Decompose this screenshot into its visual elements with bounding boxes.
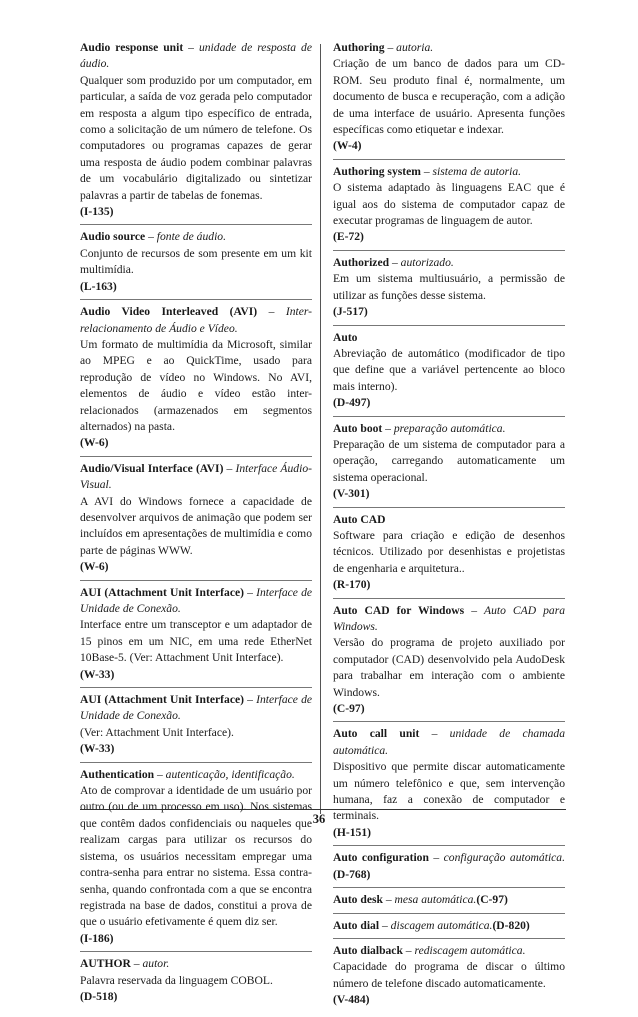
entry-translation: Interface de Unidade de Conexão. <box>80 693 313 723</box>
glossary-entry <box>80 767 312 952</box>
entry-separator: – <box>464 603 484 617</box>
entry-term: Auto dial <box>333 918 380 932</box>
entry-separator: – <box>384 41 397 54</box>
glossary-entry <box>333 892 565 913</box>
entry-separator: – <box>154 767 166 781</box>
glossary-entry <box>333 603 565 723</box>
entry-term: Auto CAD <box>333 512 386 526</box>
entry-term: AUTHOR <box>80 957 131 971</box>
entry-translation: Auto CAD para Windows. <box>333 603 565 633</box>
entry-translation: discagem automática. <box>390 918 493 932</box>
entry-translation: mesa automática. <box>394 893 477 907</box>
entry-reference-code: (W-33) <box>80 667 115 681</box>
column-divider <box>320 44 321 814</box>
glossary-entry <box>333 40 565 160</box>
entry-translation: Inter-relacionamento de Áudio e Vídeo. <box>80 305 313 335</box>
entry-reference-code: (D-518) <box>80 989 118 1003</box>
entry-definition: Palavra reservada da linguagem COBOL. <box>80 973 273 987</box>
entry-term: Audio Video Interleaved (AVI) <box>80 305 258 319</box>
entry-reference-code: (W-6) <box>80 436 109 450</box>
entry-reference-code: (C-97) <box>333 702 365 716</box>
entry-definition: Dispositivo que permite discar automaticamente um número telefônico e que, sem intervenção humana, faz a conexão de computador e terminais. <box>333 760 565 823</box>
entry-term: Auto <box>333 330 358 344</box>
entry-separator: – <box>183 41 199 54</box>
entry-translation: autoria. <box>396 41 434 54</box>
entry-separator: – <box>389 255 401 269</box>
glossary-entry <box>80 461 312 581</box>
glossary-entry <box>333 164 565 251</box>
glossary-entry <box>80 304 312 457</box>
entry-term: Audio source <box>80 230 146 244</box>
glossary-entry <box>333 850 565 888</box>
glossary-entry <box>333 943 565 1013</box>
entry-translation: autenticação, identificação. <box>165 767 295 781</box>
entry-reference-code: (D-768) <box>333 867 371 881</box>
entry-definition: Qualquer som produzido por um computador, em particular, a saída de voz gerada pelo computador em resposta a algum tipo específico de entrada, como a solicitação de um número de telefone. Os computadores ou programas capazes de gerar uma resposta de áudio podem combinar palavras de um vocabulário digitalizado ou sintetizar palavras a partir de tabelas de fonemas. <box>80 73 312 202</box>
entry-translation: Interface de Unidade de Conexão. <box>80 585 313 615</box>
entry-translation: sistema de autoria. <box>432 164 522 178</box>
entry-separator: – <box>243 693 257 707</box>
glossary-entry <box>333 255 565 326</box>
entry-translation: unidade de resposta de áudio. <box>80 41 313 71</box>
entry-reference-code: (C-97) <box>476 893 508 907</box>
glossary-entry <box>333 726 565 846</box>
entry-definition: O sistema adaptado às linguagens EAC que é igual aos do sistema de computador capaz de executar programas de linguagem de autor. <box>333 181 565 228</box>
entry-translation: autor. <box>142 957 170 971</box>
entry-reference-code: (H-151) <box>333 825 371 839</box>
entry-separator: – <box>428 851 444 865</box>
entry-definition: Versão do programa de projeto auxiliado por computador (CAD) desenvolvido pela AudoDesk para trabalhar em interação com o ambiente Windows. <box>333 636 565 699</box>
entry-reference-code: (D-497) <box>333 396 371 410</box>
entry-translation: unidade de chamada automática. <box>333 727 565 757</box>
glossary-entry <box>333 330 565 417</box>
entry-term: Auto boot <box>333 421 383 435</box>
entry-reference-code: (R-170) <box>333 578 371 592</box>
entry-reference-code: (D-820) <box>492 918 530 932</box>
entry-separator: – <box>402 943 415 957</box>
entry-separator: – <box>379 918 391 932</box>
entry-separator: – <box>243 585 257 599</box>
left-column <box>80 40 312 1013</box>
entry-translation: configuração automática. <box>443 851 566 865</box>
entry-term: Audio response unit <box>80 41 184 54</box>
entry-term: Auto desk <box>333 893 383 907</box>
glossary-entry <box>333 512 565 599</box>
entry-translation: autorizado. <box>400 255 454 269</box>
entry-term: Authoring system <box>333 164 421 178</box>
glossary-entry <box>80 585 312 688</box>
entry-definition: Software para criação e edição de desenhos técnicos. Utilizado por desenhistas e projetistas de engenharia e arquitetura.. <box>333 528 565 575</box>
entry-definition: Ato de comprovar a identidade de um usuário por outro (ou de um processo em uso). Nos sistemas que contêm dados confidenciais ou naqueles que realizam cargas para utilizar os recursos do sistema, os usuários necessitam empregar uma contra-senha para entrar no sistema. Essa contra-senha, quando confrontada com a que se encontra registrada na base de dados, constitui a prova de que o usuário efetivamente é quem diz ser. <box>80 784 312 929</box>
entry-reference-code: (W-33) <box>80 742 115 756</box>
entry-term: Audio/Visual Interface (AVI) <box>80 461 224 475</box>
entry-reference-code: (W-4) <box>333 139 362 153</box>
entry-term: Auto CAD for Windows <box>333 603 465 617</box>
entry-translation: fonte de áudio. <box>156 230 226 244</box>
glossary-entry <box>80 956 312 1009</box>
glossary-entry <box>80 692 312 763</box>
entry-term: Auto call unit <box>333 727 420 741</box>
entry-reference-code: (L-163) <box>80 279 117 293</box>
entry-definition: Criação de um banco de dados para um CD-ROM. Seu produto final é, normalmente, um documento de busca e recuperação, com a adição de uma interface de usuário. Apresenta funções específicas como etiquetar e indexar. <box>333 57 565 137</box>
entry-term: Authoring <box>333 41 385 54</box>
entry-separator: – <box>130 957 143 971</box>
entry-separator: – <box>420 164 433 178</box>
entry-separator: – <box>382 893 395 907</box>
entry-definition: Preparação de um sistema de computador para a operação, carregando automaticamente um sistema operacional. <box>333 437 565 484</box>
entry-separator: – <box>382 421 394 435</box>
glossary-entry <box>80 40 312 225</box>
glossary-entry <box>80 229 312 300</box>
entry-definition: (Ver: Attachment Unit Interface). <box>80 725 234 739</box>
entry-term: Auto configuration <box>333 851 429 865</box>
entry-separator: – <box>257 305 286 319</box>
glossary-entry <box>333 918 565 939</box>
entry-definition: Capacidade do programa de discar o último número de telefone discado automaticamente. <box>333 960 565 990</box>
entry-translation: Interface Áudio-Visual. <box>80 461 312 492</box>
entry-translation: preparação automática. <box>393 421 506 435</box>
entry-definition: Conjunto de recursos de som presente em um kit multimídia. <box>80 246 312 277</box>
entry-reference-code: (V-484) <box>333 993 370 1007</box>
entry-reference-code: (I-186) <box>80 931 114 945</box>
entry-term: Authentication <box>80 767 155 781</box>
entry-separator: – <box>145 230 157 244</box>
entry-reference-code: (V-301) <box>333 487 370 501</box>
entry-definition: A AVI do Windows fornece a capacidade de desenvolver arquivos de animação que podem ser incluídos em apresentações de multimídia e como parte de páginas WWW. <box>80 494 312 557</box>
entry-translation: rediscagem automática. <box>414 943 526 957</box>
entry-term: AUI (Attachment Unit Interface) <box>80 585 244 599</box>
entry-reference-code: (J-517) <box>333 305 368 319</box>
page-number: 36 <box>312 812 326 826</box>
entry-reference-code: (I-135) <box>80 205 114 219</box>
entry-term: Authorized <box>333 255 390 269</box>
entry-definition: Em um sistema multiusuário, a permissão de utilizar as funções desse sistema. <box>333 272 565 302</box>
entry-term: AUI (Attachment Unit Interface) <box>80 693 244 707</box>
footer-rule <box>80 809 566 810</box>
entry-separator: – <box>419 727 450 741</box>
entry-definition: Abreviação de automático (modificador de tipo que define que a variável pertencente ao bloco mais interno). <box>333 346 565 393</box>
entry-reference-code: (W-6) <box>80 560 109 574</box>
entry-reference-code: (E-72) <box>333 230 364 244</box>
glossary-entry <box>333 421 565 508</box>
entry-definition: Interface entre um transceptor e um adaptador de 15 pinos em um NIC, em uma rede EtherNet 10Base-5. (Ver: Attachment Unit Interface). <box>80 618 312 665</box>
right-column <box>333 40 565 1017</box>
entry-definition: Um formato de multimídia da Microsoft, similar ao MPEG e ao QuickTime, usado para reprodução de vídeo no Windows. No AVI, elementos de áudio e vídeo estão inter-relacionados (armazenados em segmentos alternados) na pasta. <box>80 337 312 433</box>
entry-term: Auto dialback <box>333 943 403 957</box>
entry-separator: – <box>223 461 236 475</box>
